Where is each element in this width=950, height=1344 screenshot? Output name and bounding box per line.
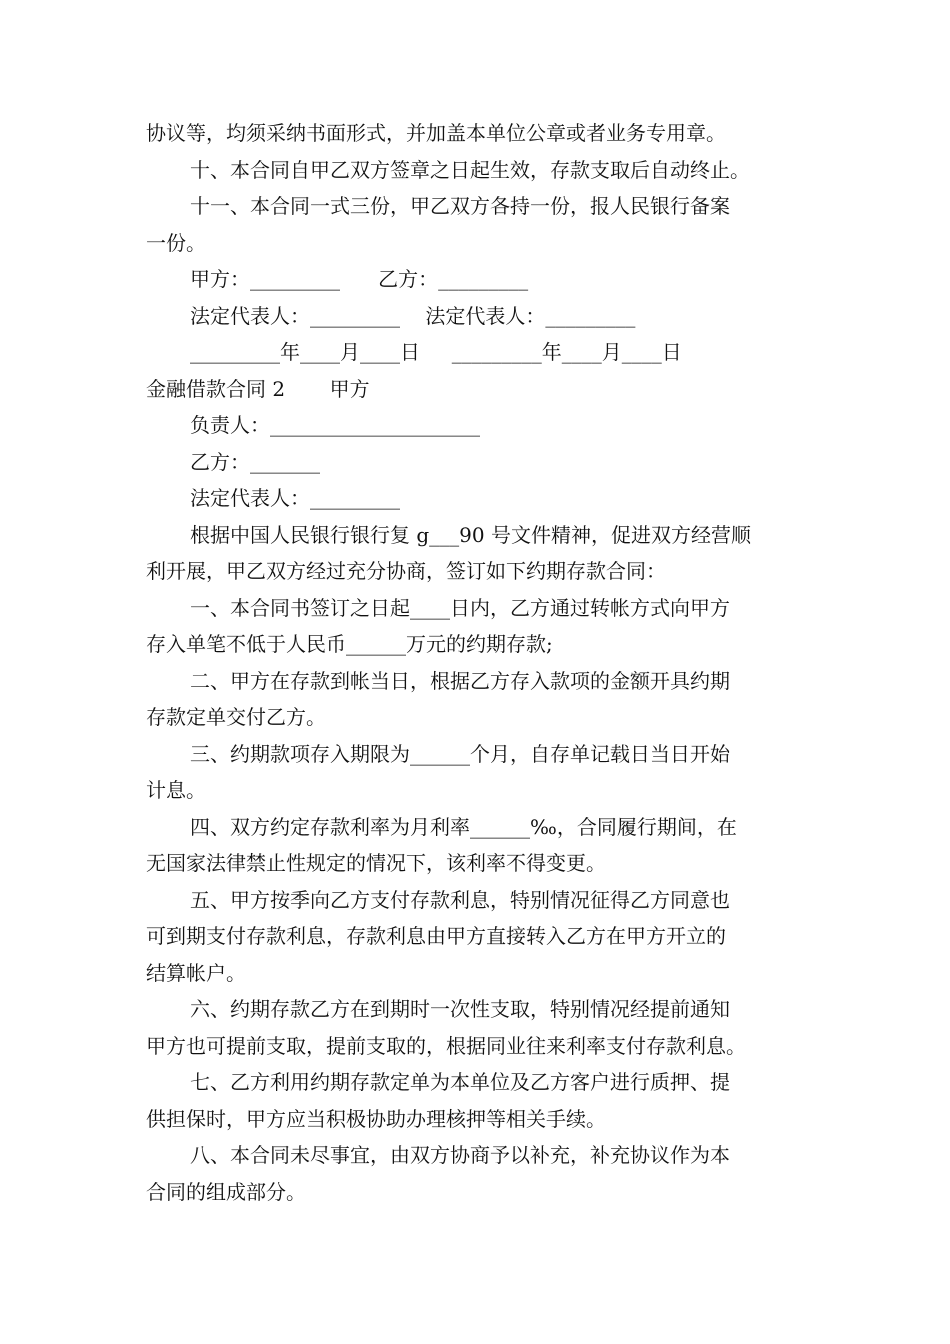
text-line: 十一、本合同一式三份，甲乙双方各持一份，报人民银行备案 — [190, 194, 730, 218]
text-line: 计息。 — [146, 778, 206, 802]
text-line: 十、本合同自甲乙双方签章之日起生效，存款支取后自动终止。 — [190, 157, 750, 182]
text-line: 八、本合同未尽事宜，由双方协商予以补充，补充协议作为本 — [190, 1143, 730, 1167]
text-line: 协议等，均须采纳书面形式，并加盖本单位公章或者业务专用章。 — [146, 121, 726, 145]
text-line: 三、约期款项存入期限为______个月，自存单记载日当日开始 — [190, 741, 730, 766]
field-party-b: 乙方：_______ — [190, 449, 320, 474]
text-line: 二、甲方在存款到帐当日，根据乙方存入款项的金额开具约期 — [190, 668, 730, 693]
text-line: 六、约期存款乙方在到期时一次性支取，特别情况经提前通知 — [190, 997, 730, 1021]
text-line: 存入单笔不低于人民币______万元的约期存款; — [146, 632, 553, 656]
contract-title: 金融借款合同 2 甲方 — [146, 376, 370, 401]
text-line: 根据中国人民银行银行复 g___90 号文件精神，促进双方经营顺 — [190, 522, 751, 547]
field-responsible-person: 负责人：_____________________ — [190, 413, 480, 437]
field-legal-representative: 法定代表人：_________ — [190, 486, 400, 510]
signature-line-party: 甲方：_________ 乙方：_________ — [190, 267, 529, 291]
text-line: 一份。 — [146, 230, 206, 255]
text-line: 利开展，甲乙双方经过充分协商，签订如下约期存款合同： — [146, 559, 666, 583]
signature-line-representative: 法定代表人：_________ 法定代表人：_________ — [190, 303, 636, 328]
text-line: 结算帐户。 — [146, 960, 246, 985]
text-line: 存款定单交付乙方。 — [146, 705, 326, 729]
text-line: 五、甲方按季向乙方支付存款利息，特别情况征得乙方同意也 — [190, 887, 730, 912]
text-line: 一、本合同书签订之日起____日内，乙方通过转帐方式向甲方 — [190, 595, 730, 620]
text-line: 无国家法律禁止性规定的情况下，该利率不得变更。 — [146, 851, 606, 875]
signature-line-date: _________年____月____日 _________年____月____日 — [190, 340, 682, 364]
text-line: 供担保时，甲方应当积极协助办理核押等相关手续。 — [146, 1106, 606, 1131]
text-line: 可到期支付存款利息，存款利息由甲方直接转入乙方在甲方开立的 — [146, 924, 726, 948]
text-line: 甲方也可提前支取，提前支取的，根据同业往来利率支付存款利息。 — [146, 1033, 746, 1058]
text-line: 合同的组成部分。 — [146, 1179, 306, 1204]
text-line: 四、双方约定存款利率为月利率______‰，合同履行期间，在 — [190, 814, 737, 839]
text-line: 七、乙方利用约期存款定单为本单位及乙方客户进行质押、提 — [190, 1070, 730, 1094]
document-body — [146, 115, 808, 1210]
